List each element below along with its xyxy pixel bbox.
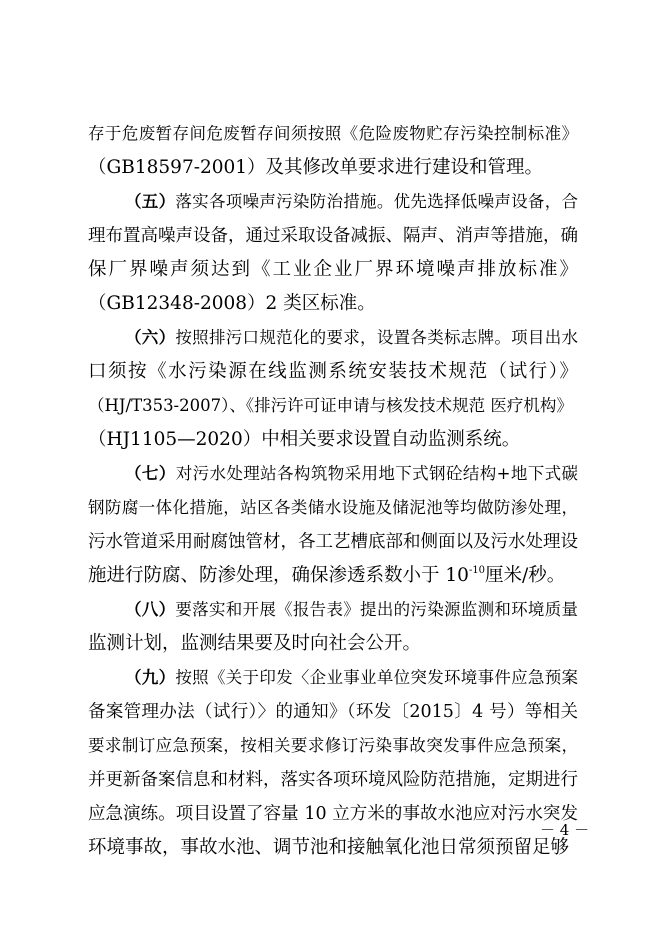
paragraph-line: 口须按《水污染源在线监测系统安装技术规范（试行）》 bbox=[88, 361, 578, 382]
paragraph-line bbox=[125, 325, 578, 351]
paragraph-line: （GB12348-2008）2 类区标准。 bbox=[88, 293, 376, 314]
paragraph-line: 存于危废暂存间危废暂存间须按照《危险废物贮存污染控制标准》 bbox=[88, 124, 578, 143]
paragraph-line: 备案管理办法（试行）〉的通知》（环发〔2015〕4 号）等相关 bbox=[88, 702, 578, 722]
paragraph-line: 理布置高噪声设备，通过采取设备减振、隔声、消声等措施，确 bbox=[88, 226, 578, 246]
paragraph-text: 要落实和开展《报告表》提出的污染源监测和环境质量 bbox=[175, 600, 579, 619]
paragraph-line: （GB18597-2001）及其修改单要求进行建设和管理。 bbox=[88, 157, 544, 178]
section-marker: （九） bbox=[125, 668, 176, 687]
exponent: -10 bbox=[468, 565, 486, 576]
section-marker: （七） bbox=[125, 464, 176, 483]
paragraph-line: 应急演练。项目设置了容量 10 立方米的事故水池应对污水突发 bbox=[88, 804, 578, 824]
paragraph-line bbox=[88, 563, 578, 589]
paragraph-text: 落实各项噪声污染防治措施。优先选择低噪声设备，合 bbox=[175, 192, 579, 211]
paragraph-line bbox=[125, 189, 578, 215]
section-marker: （六） bbox=[125, 328, 176, 347]
paragraph-text: 施进行防腐、防渗处理，确保渗透系数小于 10 bbox=[88, 565, 469, 586]
paragraph-line: 并更新备案信息和材料，落实各项环境风险防范措施，定期进行 bbox=[88, 770, 578, 790]
paragraph-line: 监测计划，监测结果要及时向社会公开。 bbox=[88, 633, 422, 654]
paragraph-line: （HJ/T353-2007）、《排污许可证申请与核发技术规范 医疗机构》 bbox=[88, 396, 573, 415]
paragraph-line: 环境事故，事故水池、调节池和接触氧化池日常须预留足够 bbox=[88, 837, 570, 858]
page-number: － 4 － bbox=[540, 821, 590, 839]
paragraph-line: 钢防腐一体化措施，站区各类储水设施及储泥池等均做防渗处理， bbox=[88, 498, 578, 517]
paragraph-line: 保厂界噪声须达到《工业企业厂界环境噪声排放标准》 bbox=[88, 259, 578, 280]
paragraph-line: （HJ1105—2020）中相关要求设置自动监测系统。 bbox=[88, 429, 521, 450]
paragraph-line bbox=[125, 461, 578, 487]
section-marker: （五） bbox=[125, 192, 176, 211]
paragraph-text: 对污水处理站各构筑物采用地下式钢砼结构+地下式碳 bbox=[175, 464, 579, 483]
paragraph-text: 按照《关于印发〈企业事业单位突发环境事件应急预案 bbox=[175, 668, 579, 687]
section-marker: （八） bbox=[125, 600, 176, 619]
paragraph-text: 按照排污口规范化的要求，设置各类标志牌。项目出水 bbox=[175, 328, 579, 347]
paragraph-line bbox=[125, 665, 578, 691]
paragraph-text: 厘米/秒。 bbox=[485, 565, 566, 586]
paragraph-line: 污水管道采用耐腐蚀管材，各工艺槽底部和侧面以及污水处理设 bbox=[88, 532, 578, 552]
paragraph-line: 要求制订应急预案，按相关要求修订污染事故突发事件应急预案， bbox=[88, 736, 578, 755]
paragraph-line bbox=[125, 597, 578, 623]
